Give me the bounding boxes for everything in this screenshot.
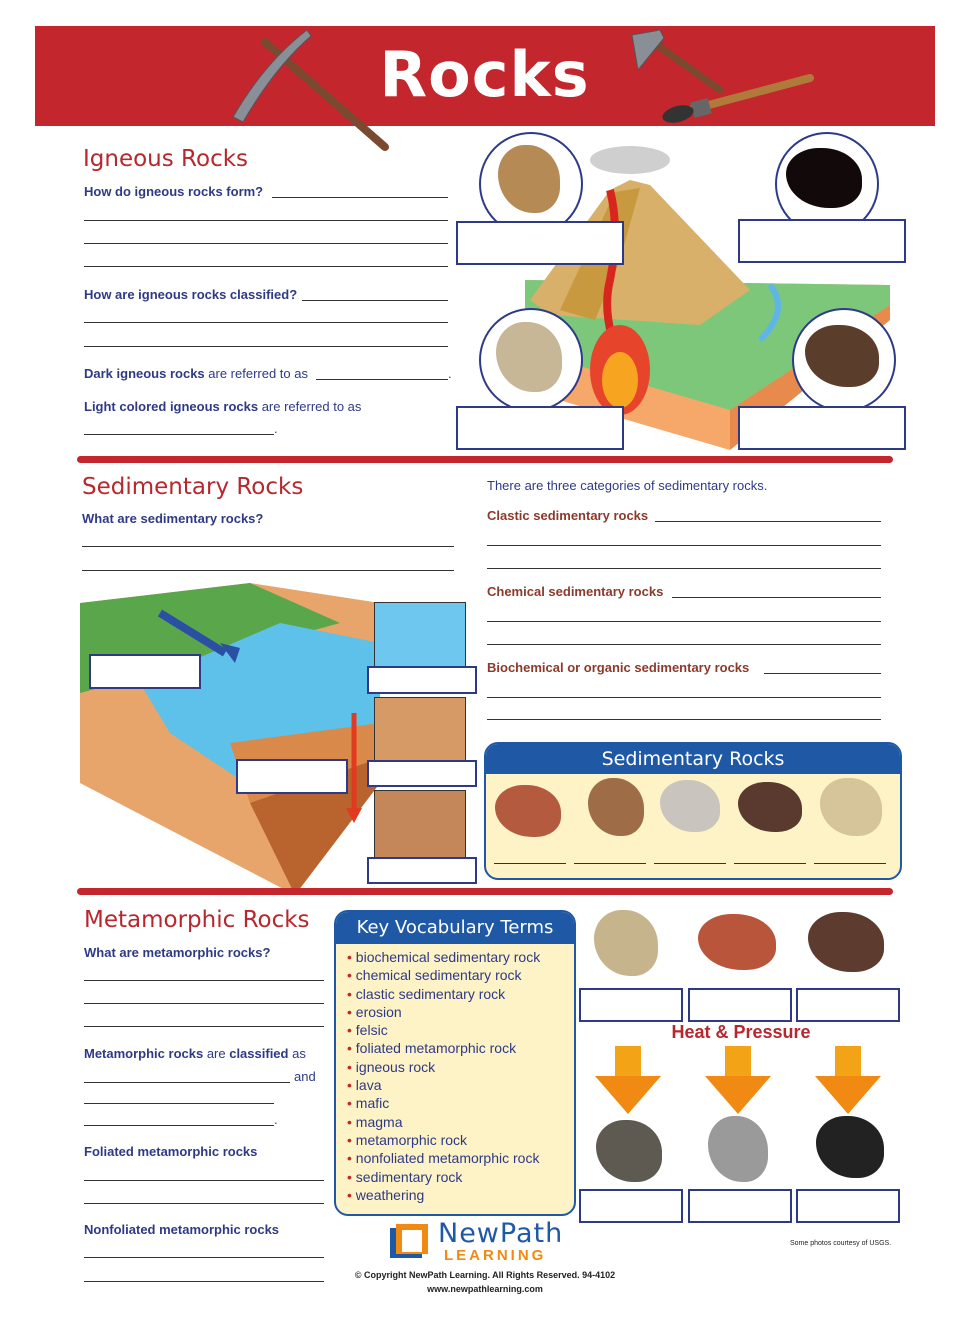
answer-line[interactable] <box>84 1026 324 1027</box>
sedimentary-diagram <box>80 583 380 898</box>
label-box[interactable] <box>456 406 624 450</box>
answer-line[interactable] <box>487 697 881 698</box>
classified-bold-c: classified <box>229 1046 289 1061</box>
sedimentary-panel-title: Sedimentary Rocks <box>486 744 900 774</box>
website-url: www.newpathlearning.com <box>427 1284 543 1294</box>
light-igneous-rest: are referred to as <box>258 399 362 414</box>
logo-newpath: NewPath <box>438 1218 564 1249</box>
vocab-item: • nonfoliated metamorphic rock <box>347 1149 574 1167</box>
section-divider <box>77 456 893 463</box>
answer-line[interactable] <box>84 322 448 323</box>
vocab-item: • mafic <box>347 1094 574 1112</box>
label-box[interactable] <box>738 406 906 450</box>
answer-line[interactable] <box>84 1082 290 1083</box>
answer-line[interactable] <box>487 568 881 569</box>
answer-line[interactable] <box>84 1180 324 1181</box>
answer-line[interactable] <box>84 980 324 981</box>
answer-line[interactable] <box>84 346 448 347</box>
label-box[interactable] <box>367 760 477 787</box>
sediment-panel <box>374 602 466 668</box>
arrow-down-icon <box>815 1046 881 1114</box>
answer-line[interactable] <box>82 570 454 571</box>
answer-line[interactable] <box>672 597 881 598</box>
section-divider <box>77 888 893 895</box>
dark-igneous-rest: are referred to as <box>204 366 308 381</box>
label-box[interactable] <box>796 988 900 1022</box>
vocab-item: • sedimentary rock <box>347 1168 574 1186</box>
vocab-item: • igneous rock <box>347 1058 574 1076</box>
sedimentary-intro: There are three categories of sedimentary rocks. <box>487 478 768 493</box>
label-box[interactable] <box>579 988 683 1022</box>
answer-line[interactable] <box>814 863 886 864</box>
answer-line[interactable] <box>316 379 448 380</box>
answer-line[interactable] <box>84 1257 324 1258</box>
label-box[interactable] <box>738 219 906 263</box>
label-box[interactable] <box>456 221 624 265</box>
sediment-panel <box>374 790 466 858</box>
answer-line[interactable] <box>487 719 881 720</box>
sedimentary-heading: Sedimentary Rocks <box>82 474 304 500</box>
rock-photo <box>596 1120 662 1182</box>
vocab-item: • clastic sedimentary rock <box>347 985 574 1003</box>
label-box[interactable] <box>89 654 201 689</box>
answer-line[interactable] <box>734 863 806 864</box>
light-igneous-bold: Light colored igneous rocks <box>84 399 259 414</box>
classified-bold-a: Metamorphic rocks <box>84 1046 204 1061</box>
rock-photo <box>808 912 884 972</box>
answer-line[interactable] <box>82 546 454 547</box>
logo-learning: LEARNING <box>444 1247 547 1264</box>
sediment-panel <box>374 697 466 761</box>
answer-line[interactable] <box>84 1125 274 1126</box>
igneous-q2: How are igneous rocks classified? <box>84 287 298 302</box>
chemical-label: Chemical sedimentary rocks <box>487 584 664 599</box>
pickaxe-icon <box>225 22 400 157</box>
label-box[interactable] <box>688 1189 792 1223</box>
answer-line[interactable] <box>84 434 274 435</box>
dark-igneous-text <box>84 366 308 381</box>
vocabulary-title: Key Vocabulary Terms <box>336 912 574 944</box>
light-igneous-text <box>84 399 361 414</box>
label-box[interactable] <box>579 1189 683 1223</box>
answer-line[interactable] <box>764 673 881 674</box>
and-text: and <box>294 1069 316 1084</box>
period: . <box>448 366 452 381</box>
rock-photo <box>708 1116 768 1182</box>
answer-line[interactable] <box>494 863 566 864</box>
arrow-down-icons <box>593 1046 883 1116</box>
answer-line[interactable] <box>272 197 448 198</box>
answer-line[interactable] <box>487 644 881 645</box>
period: . <box>274 1112 278 1127</box>
answer-line[interactable] <box>84 1281 324 1282</box>
vocab-item: • erosion <box>347 1003 574 1021</box>
answer-line[interactable] <box>487 621 881 622</box>
clastic-label: Clastic sedimentary rocks <box>487 508 649 523</box>
period: . <box>274 421 278 436</box>
igneous-heading: Igneous Rocks <box>83 146 249 172</box>
heat-pressure-label: Heat & Pressure <box>671 1022 811 1042</box>
classified-rest-b: are <box>203 1046 230 1061</box>
label-box[interactable] <box>236 759 348 794</box>
arrow-down-icon <box>705 1046 771 1114</box>
foliated-label: Foliated metamorphic rocks <box>84 1144 258 1159</box>
answer-line[interactable] <box>302 300 448 301</box>
answer-line[interactable] <box>84 220 448 221</box>
nonfoliated-label: Nonfoliated metamorphic rocks <box>84 1222 280 1237</box>
answer-line[interactable] <box>654 863 726 864</box>
metamorphic-classified-text <box>84 1046 306 1061</box>
answer-line[interactable] <box>84 1203 324 1204</box>
vocab-item: • felsic <box>347 1021 574 1039</box>
newpath-logo-icon <box>388 1222 434 1262</box>
classified-rest-d: as <box>288 1046 306 1061</box>
answer-line[interactable] <box>487 545 881 546</box>
vocab-item: • metamorphic rock <box>347 1131 574 1149</box>
metamorphic-heading: Metamorphic Rocks <box>84 907 310 933</box>
label-box[interactable] <box>796 1189 900 1223</box>
answer-line[interactable] <box>84 243 448 244</box>
answer-line[interactable] <box>84 1003 324 1004</box>
answer-line[interactable] <box>84 1103 274 1104</box>
sedimentary-q1: What are sedimentary rocks? <box>82 511 264 526</box>
label-box[interactable] <box>367 666 477 694</box>
page-title: Rocks <box>379 38 590 111</box>
label-box[interactable] <box>367 857 477 884</box>
vocabulary-list <box>336 948 574 1204</box>
vocab-item: • magma <box>347 1113 574 1131</box>
hammer-brush-icon <box>620 30 820 130</box>
vocab-item: • chemical sedimentary rock <box>347 966 574 984</box>
answer-line[interactable] <box>655 521 881 522</box>
photo-credit: Some photos courtesy of USGS. <box>790 1240 892 1247</box>
arrow-down-icon <box>595 1046 661 1114</box>
metamorphic-q1: What are metamorphic rocks? <box>84 945 271 960</box>
vocabulary-panel <box>334 910 576 1216</box>
rock-photo <box>816 1116 884 1178</box>
rock-photo <box>698 914 776 970</box>
copyright: © Copyright NewPath Learning. All Rights Reserved. 94-4102 <box>354 1270 616 1280</box>
vocab-item: • weathering <box>347 1186 574 1204</box>
answer-line[interactable] <box>84 266 448 267</box>
dark-igneous-bold: Dark igneous rocks <box>84 366 205 381</box>
rock-photo <box>594 910 658 976</box>
vocab-item: • lava <box>347 1076 574 1094</box>
vocab-item: • biochemical sedimentary rock <box>347 948 574 966</box>
vocab-item: • foliated metamorphic rock <box>347 1039 574 1057</box>
answer-line[interactable] <box>574 863 646 864</box>
igneous-q1: How do igneous rocks form? <box>84 184 264 199</box>
biochemical-label: Biochemical or organic sedimentary rocks <box>487 660 750 675</box>
label-box[interactable] <box>688 988 792 1022</box>
